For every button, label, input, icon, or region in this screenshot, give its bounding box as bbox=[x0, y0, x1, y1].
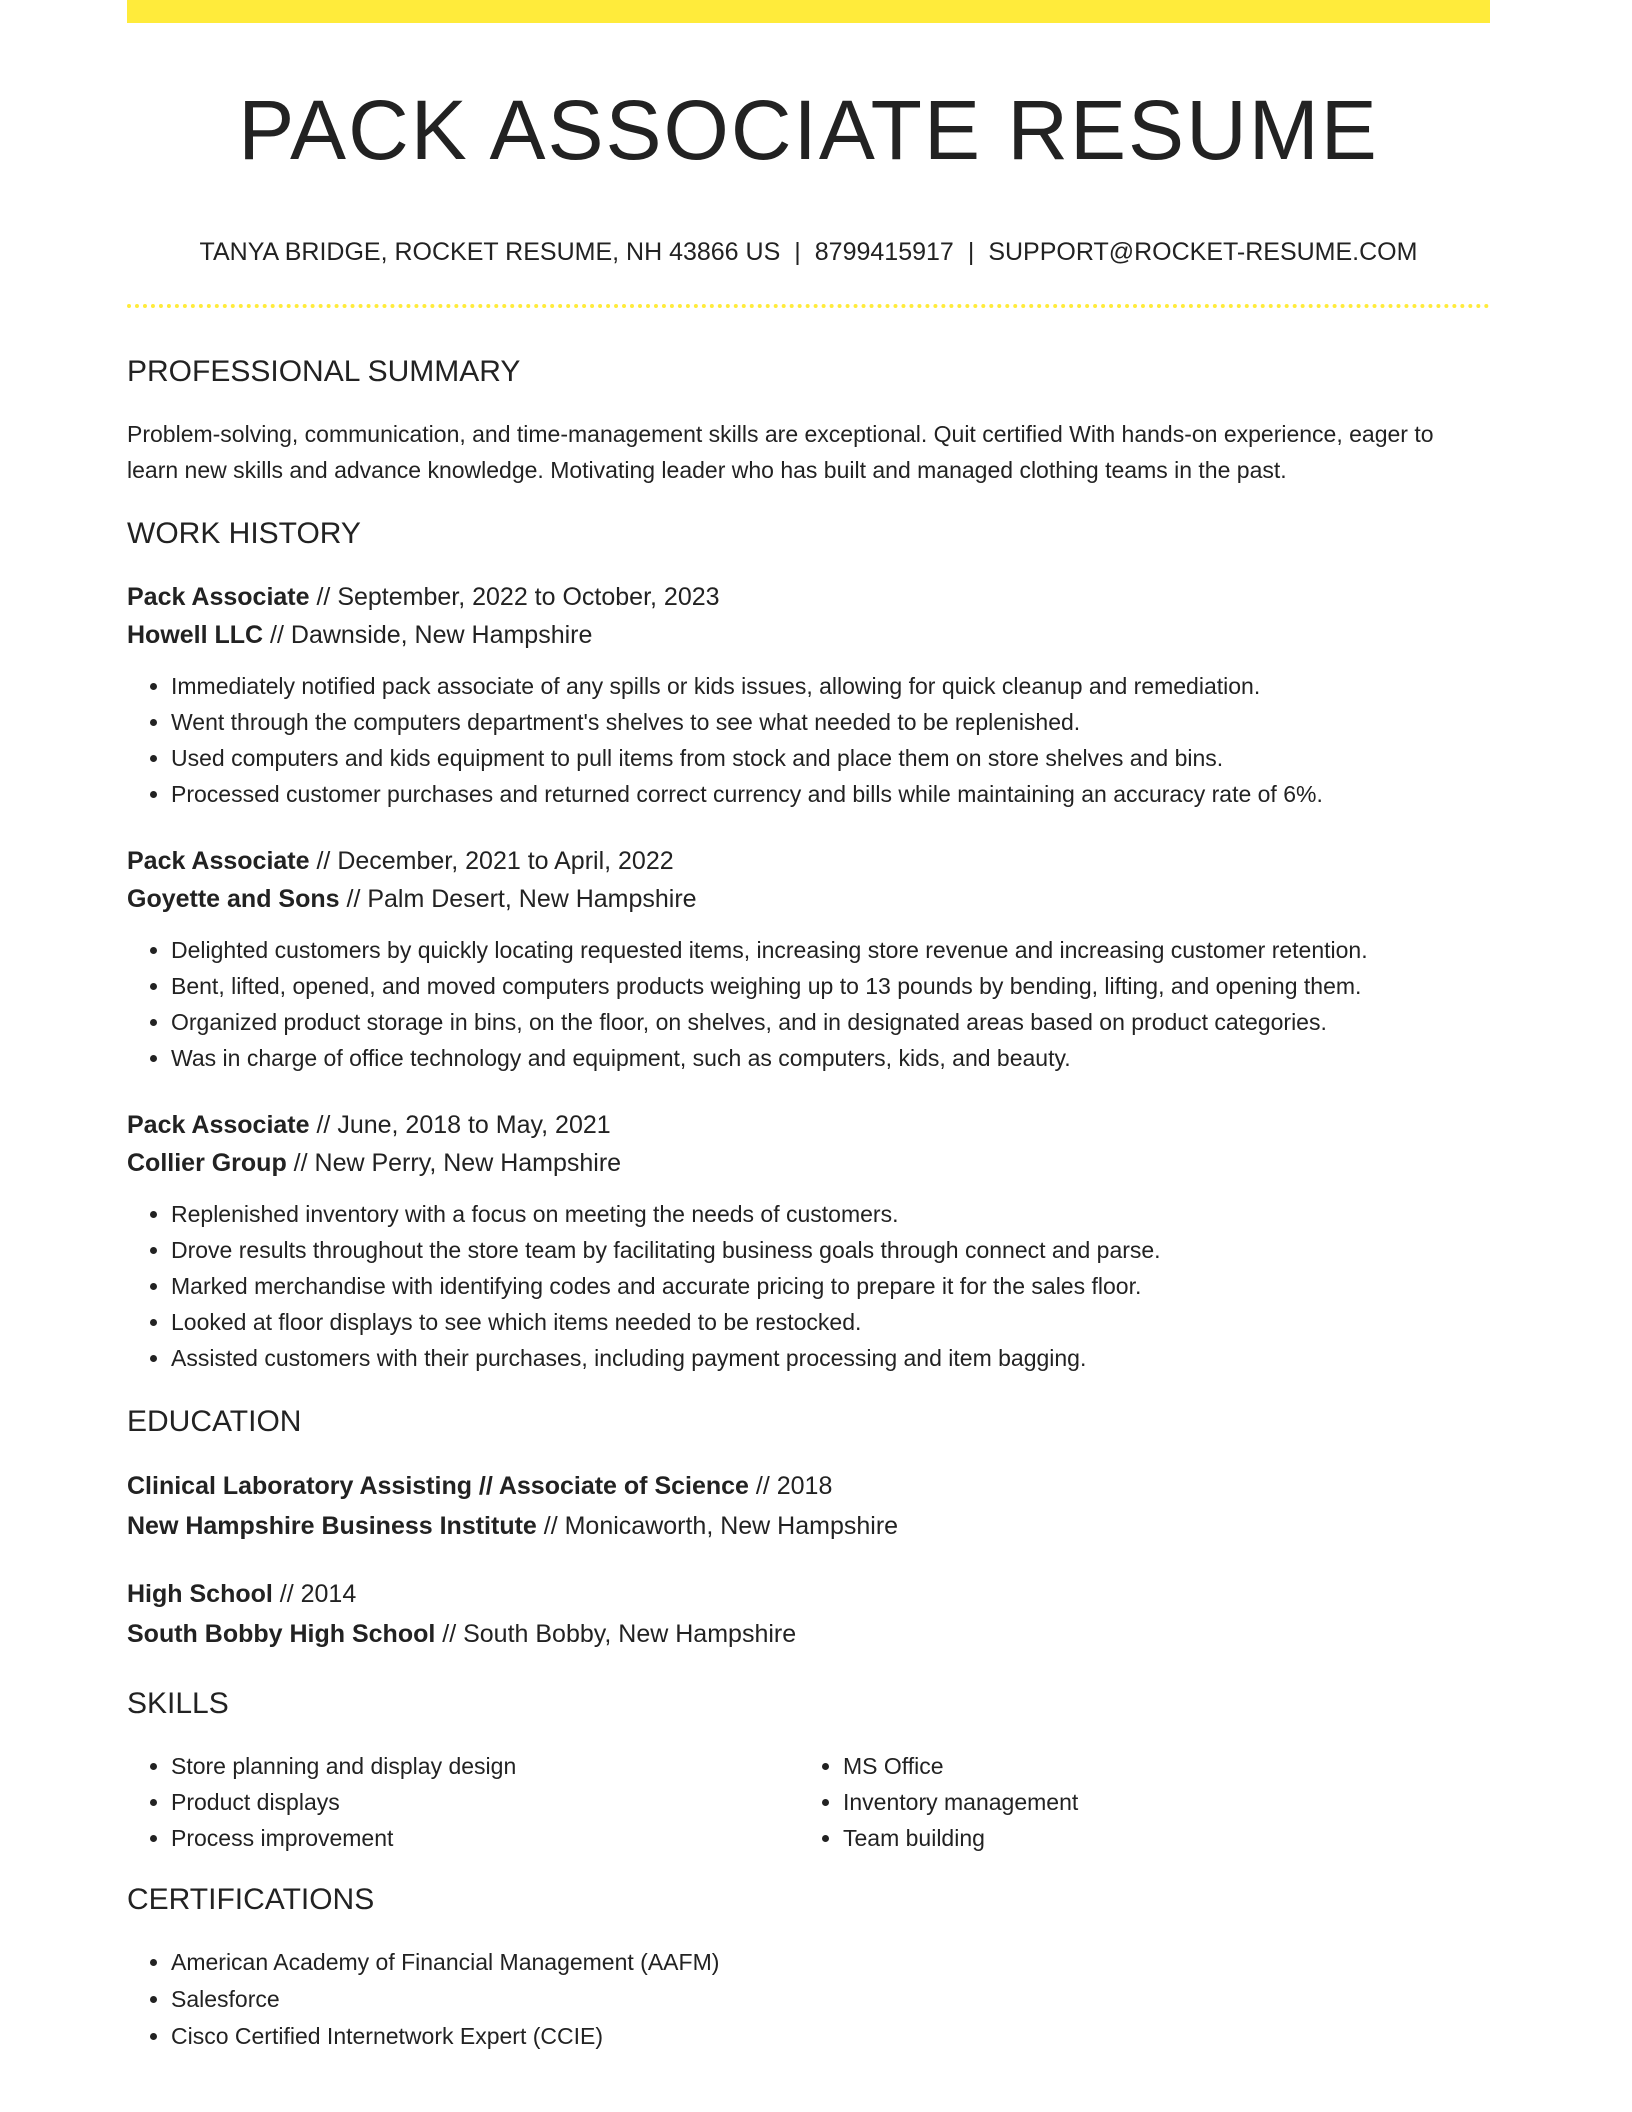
job-company-line bbox=[127, 880, 1490, 918]
contact-separator: | bbox=[794, 238, 801, 266]
job-duty: • Processed customer purchases and returned correct currency and bills while maintaining an accuracy rate of 6%. bbox=[171, 776, 1490, 812]
job-duty: • Immediately notified pack associate of any spills or kids issues, allowing for quick cleanup and remediation. bbox=[171, 668, 1490, 704]
job-title: Pack Associate bbox=[127, 847, 310, 875]
job-location: // Palm Desert, New Hampshire bbox=[339, 885, 697, 913]
top-accent-bar bbox=[127, 0, 1490, 23]
job-title: Pack Associate bbox=[127, 583, 310, 611]
skill-item: • Product displays bbox=[171, 1784, 799, 1820]
education-degree: High School bbox=[127, 1580, 273, 1608]
job-entry bbox=[127, 578, 1490, 812]
education-year: // 2014 bbox=[272, 1580, 357, 1608]
job-duty: • Marked merchandise with identifying codes and accurate pricing to prepare it for the sales floor. bbox=[171, 1268, 1490, 1304]
skill-item: • Team building bbox=[843, 1820, 1490, 1856]
job-duties bbox=[127, 668, 1490, 812]
certifications-heading: CERTIFICATIONS bbox=[127, 1883, 375, 1916]
job-dates: // June, 2018 to May, 2021 bbox=[309, 1111, 611, 1139]
education-location: // Monicaworth, New Hampshire bbox=[536, 1512, 899, 1540]
job-dates: // December, 2021 to April, 2022 bbox=[309, 847, 674, 875]
job-duty: • Drove results throughout the store team by facilitating business goals through connect and parse. bbox=[171, 1232, 1490, 1268]
job-company-line bbox=[127, 616, 1490, 654]
education-school-line bbox=[127, 1506, 1490, 1546]
job-duty: • Assisted customers with their purchases, including payment processing and item bagging. bbox=[171, 1340, 1490, 1376]
contact-separator: | bbox=[967, 238, 975, 266]
job-location: // New Perry, New Hampshire bbox=[286, 1149, 622, 1177]
job-location: // Dawnside, New Hampshire bbox=[263, 621, 593, 649]
job-company: Howell LLC bbox=[127, 621, 264, 649]
summary-text: Problem-solving, communication, and time-management skills are exceptional. Quit certified With hands-on experience, eager to learn new skills and advance knowledge. Motivating leader who has built and managed clothing teams in the past. bbox=[127, 421, 1434, 483]
job-duty: • Delighted customers by quickly locating requested items, increasing store revenue and increasing customer retention. bbox=[171, 932, 1490, 968]
skill-item: • Process improvement bbox=[171, 1820, 799, 1856]
skill-item: • MS Office bbox=[843, 1748, 1490, 1784]
job-entry bbox=[127, 1106, 1490, 1376]
education-heading: EDUCATION bbox=[127, 1405, 302, 1438]
certification-item: • Salesforce bbox=[171, 1981, 1490, 2018]
job-duties bbox=[127, 1196, 1490, 1376]
job-duties bbox=[127, 932, 1490, 1076]
skill-item: • Store planning and display design bbox=[171, 1748, 799, 1784]
job-duty: • Used computers and kids equipment to pull items from stock and place them on store shelves and bins. bbox=[171, 740, 1490, 776]
certification-item: • Cisco Certified Internetwork Expert (CCIE) bbox=[171, 2018, 1490, 2055]
contact-line bbox=[127, 236, 1490, 268]
summary-heading: PROFESSIONAL SUMMARY bbox=[127, 355, 521, 388]
job-title-line bbox=[127, 842, 1490, 880]
skills-heading: SKILLS bbox=[127, 1687, 229, 1720]
job-entry bbox=[127, 842, 1490, 1076]
skills-list bbox=[127, 1748, 1490, 1856]
job-duty: • Went through the computers department's shelves to see what needed to be replenished. bbox=[171, 704, 1490, 740]
certification-item: • American Academy of Financial Management (AAFM) bbox=[171, 1944, 1490, 1981]
education-school: New Hampshire Business Institute bbox=[127, 1512, 537, 1540]
education-location: // South Bobby, New Hampshire bbox=[435, 1620, 797, 1648]
job-title-line bbox=[127, 578, 1490, 616]
education-degree: Clinical Laboratory Assisting // Associate of Science bbox=[127, 1472, 749, 1500]
education-school: South Bobby High School bbox=[127, 1620, 436, 1648]
education-school-line bbox=[127, 1614, 1490, 1654]
skill-item: • Inventory management bbox=[843, 1784, 1490, 1820]
education-entry bbox=[127, 1466, 1490, 1546]
work-history-heading: WORK HISTORY bbox=[127, 517, 361, 550]
skills-column-right bbox=[799, 1748, 1490, 1856]
education-degree-line bbox=[127, 1466, 1490, 1506]
header-divider bbox=[127, 304, 1490, 308]
resume-title: PACK ASSOCIATE RESUME bbox=[238, 83, 1379, 177]
education-entry bbox=[127, 1574, 1490, 1654]
job-company: Goyette and Sons bbox=[127, 885, 340, 913]
job-duty: • Organized product storage in bins, on the floor, on shelves, and in designated areas based on product categories. bbox=[171, 1004, 1490, 1040]
certifications-list bbox=[127, 1944, 1490, 2055]
education-degree-line bbox=[127, 1574, 1490, 1614]
job-duty: • Bent, lifted, opened, and moved computers products weighing up to 13 pounds by bending, lifting, and opening them. bbox=[171, 968, 1490, 1004]
contact-address: TANYA BRIDGE, ROCKET RESUME, NH 43866 US bbox=[199, 238, 781, 266]
education-year: // 2018 bbox=[748, 1472, 833, 1500]
resume-content bbox=[127, 350, 1490, 2055]
job-dates: // September, 2022 to October, 2023 bbox=[309, 583, 720, 611]
contact-phone: 8799415917 bbox=[814, 238, 954, 266]
job-company-line bbox=[127, 1144, 1490, 1182]
contact-email: SUPPORT@ROCKET-RESUME.COM bbox=[988, 238, 1418, 266]
job-duty: • Was in charge of office technology and equipment, such as computers, kids, and beauty. bbox=[171, 1040, 1490, 1076]
job-duty: • Looked at floor displays to see which items needed to be restocked. bbox=[171, 1304, 1490, 1340]
job-title: Pack Associate bbox=[127, 1111, 310, 1139]
job-company: Collier Group bbox=[127, 1149, 287, 1177]
job-duty: • Replenished inventory with a focus on meeting the needs of customers. bbox=[171, 1196, 1490, 1232]
skills-column-left bbox=[127, 1748, 799, 1856]
job-title-line bbox=[127, 1106, 1490, 1144]
